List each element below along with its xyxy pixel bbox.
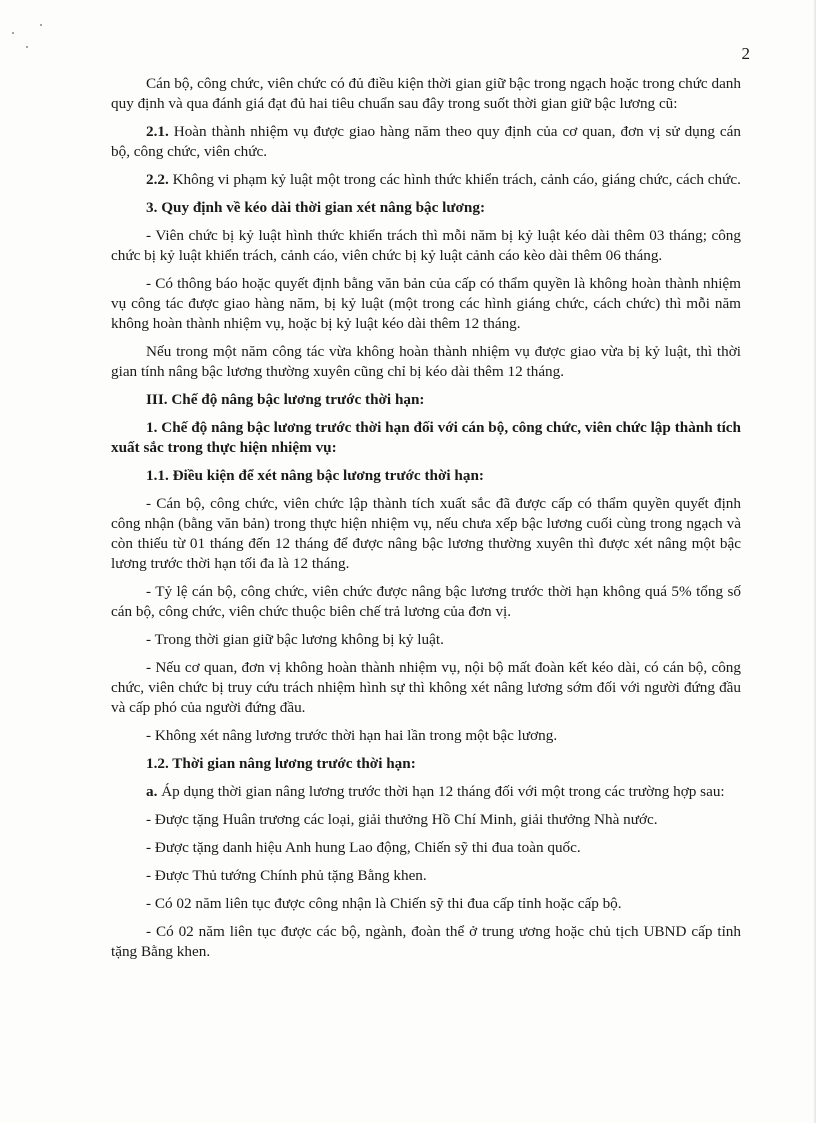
- scan-speck: [40, 24, 42, 26]
- paragraph: - Có thông báo hoặc quyết định bằng văn bản của cấp có thẩm quyền là không hoàn thành nhiệm vụ công tác được giao hàng năm, bị kỷ luật (một trong các hình giáng chức, cách chức) thì mỗi năm không hoàn thành nhiệm vụ, hoặc bị kỷ luật kéo dài thêm 12 tháng.: [111, 275, 741, 332]
- paragraph: - Trong thời gian giữ bậc lương không bị kỷ luật.: [146, 631, 444, 648]
- section-heading: 1.1. Điều kiện để xét nâng bậc lương trước thời hạn:: [146, 467, 484, 484]
- section-heading: III. Chế độ nâng bậc lương trước thời hạn:: [146, 391, 425, 408]
- paragraph: - Tỷ lệ cán bộ, công chức, viên chức được nâng bậc lương trước thời hạn không quá 5% tổng số cán bộ, công chức, viên chức thuộc biên chế trả lương của đơn vị.: [111, 583, 741, 620]
- clause-2-1: [111, 122, 741, 162]
- clause-a: [111, 782, 741, 802]
- list-item: - Có 02 năm liên tục được công nhận là Chiến sỹ thi đua cấp tỉnh hoặc cấp bộ.: [146, 895, 622, 912]
- paragraph: - Viên chức bị kỷ luật hình thức khiển trách thì mỗi năm bị kỷ luật kéo dài thêm 03 tháng; công chức bị kỷ luật khiển trách, cảnh cáo, viên chức bị kỷ luật cảnh cáo kèo dài thêm 06 tháng.: [111, 227, 741, 264]
- section-heading: 1.2. Thời gian nâng lương trước thời hạn:: [146, 755, 416, 772]
- paragraph: - Không xét nâng lương trước thời hạn hai lần trong một bậc lương.: [146, 727, 558, 744]
- scan-speck: [26, 46, 28, 48]
- paragraph: Nếu trong một năm công tác vừa không hoàn thành nhiệm vụ được giao vừa bị kỷ luật, thì thời gian tính nâng bậc lương thường xuyên cũng chỉ bị kéo dài thêm 12 tháng.: [111, 343, 741, 380]
- list-item: - Được tặng danh hiệu Anh hung Lao động, Chiến sỹ thi đua toàn quốc.: [146, 839, 581, 856]
- paragraph: Cán bộ, công chức, viên chức có đủ điều kiện thời gian giữ bậc trong ngạch hoặc trong chức danh quy định và qua đánh giá đạt đủ hai tiêu chuẩn sau đây trong suốt thời gian giữ bậc lương cũ:: [111, 75, 741, 112]
- clause-2-2: [111, 170, 741, 190]
- list-item: - Có 02 năm liên tục được các bộ, ngành, đoàn thể ở trung ương hoặc chủ tịch UBND cấp tỉnh tặng Bằng khen.: [111, 923, 741, 960]
- page-number: 2: [741, 44, 750, 63]
- paragraph: - Nếu cơ quan, đơn vị không hoàn thành nhiệm vụ, nội bộ mất đoàn kết kéo dài, có cán bộ, công chức, viên chức bị truy cứu trách nhiệm hình sự thì không xét nâng lương sớm đối với người đứng đầu và cấp phó của người đứng đầu.: [111, 659, 741, 716]
- clause-letter: a.: [146, 783, 158, 800]
- paragraph: - Cán bộ, công chức, viên chức lập thành tích xuất sắc đã được cấp có thẩm quyền quyết định công nhận (bằng văn bản) trong thực hiện nhiệm vụ, nếu chưa xếp bậc lương cuối cùng trong ngạch và còn thiếu từ 01 tháng đến 12 tháng để được nâng bậc lương thường xuyên thì được xét nâng một bậc lương trước thời hạn tối đa là 12 tháng.: [111, 495, 741, 572]
- clause-text: Hoàn thành nhiệm vụ được giao hàng năm theo quy định của cơ quan, đơn vị sử dụng cán bộ, công chức, viên chức.: [111, 123, 741, 160]
- section-heading: 1. Chế độ nâng bậc lương trước thời hạn đối với cán bộ, công chức, viên chức lập thành tích xuất sắc trong thực hiện nhiệm vụ:: [111, 419, 741, 456]
- clause-number: 2.1.: [146, 123, 169, 140]
- section-heading: 3. Quy định về kéo dài thời gian xét nâng bậc lương:: [146, 199, 486, 216]
- list-item: - Được Thủ tướng Chính phủ tặng Bằng khen.: [146, 867, 427, 884]
- clause-text: Áp dụng thời gian nâng lương trước thời hạn 12 tháng đối với một trong các trường hợp sau:: [161, 783, 725, 800]
- clause-number: 2.2.: [146, 171, 169, 188]
- scan-speck: [12, 32, 14, 34]
- list-item: - Được tặng Huân trương các loại, giải thưởng Hồ Chí Minh, giải thưởng Nhà nước.: [146, 811, 658, 828]
- document-body: [111, 74, 741, 970]
- clause-text: Không vi phạm kỷ luật một trong các hình thức khiển trách, cảnh cáo, giáng chức, cách chức.: [172, 171, 741, 188]
